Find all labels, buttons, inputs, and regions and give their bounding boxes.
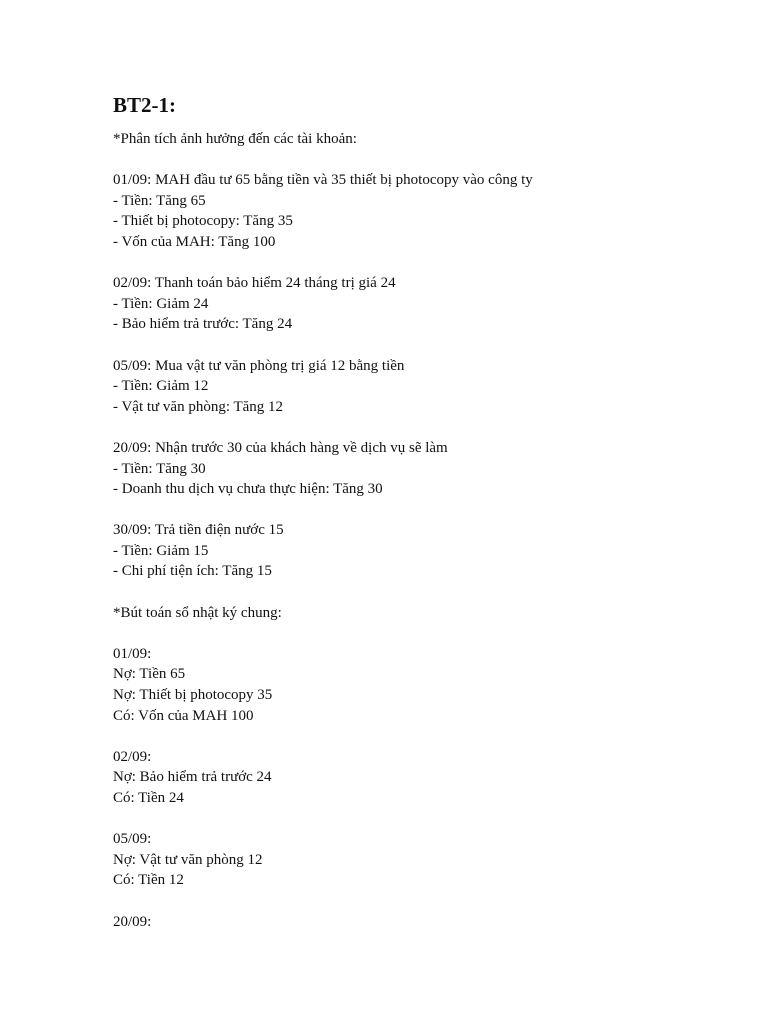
journal-entry: Nợ: Thiết bị photocopy 35 <box>113 687 273 704</box>
journal-date: 02/09: <box>113 748 152 765</box>
spacer <box>113 891 713 912</box>
journal-block <box>113 644 713 726</box>
journal-date: 20/09: <box>113 913 152 930</box>
transaction-header: 30/09: Trả tiền điện nước 15 <box>113 522 284 539</box>
account-effect: - Chi phí tiện ích: Tăng 15 <box>113 563 272 580</box>
analysis-heading: *Phân tích ảnh hưởng đến các tài khoản: <box>113 131 357 147</box>
transaction-header: 02/09: Thanh toán bảo hiểm 24 tháng trị giá 24 <box>113 275 396 292</box>
journal-entry: Nợ: Tiền 65 <box>113 666 186 683</box>
journal-heading: *Bút toán sổ nhật ký chung: <box>113 604 282 621</box>
account-effect: - Vốn của MAH: Tăng 100 <box>113 233 276 250</box>
journal-block <box>113 829 713 891</box>
journal-entry: Nợ: Vật tư văn phòng 12 <box>113 851 263 868</box>
spacer <box>113 335 713 356</box>
account-effect: - Bảo hiểm trả trước: Tăng 24 <box>113 316 293 333</box>
journal-block <box>113 912 713 933</box>
document-page <box>113 93 713 932</box>
analysis-block <box>113 356 713 418</box>
account-effect: - Vật tư văn phòng: Tăng 12 <box>113 398 284 415</box>
spacer <box>113 623 713 644</box>
analysis-block <box>113 170 713 252</box>
account-effect: - Tiền: Tăng 65 <box>113 192 206 209</box>
analysis-block <box>113 273 713 335</box>
journal-entry: Có: Tiền 24 <box>113 790 184 806</box>
journal-block <box>113 747 713 809</box>
account-effect: - Tiền: Giảm 15 <box>113 542 209 559</box>
spacer <box>113 417 713 438</box>
journal-date: 01/09: <box>113 645 152 662</box>
spacer <box>113 809 713 830</box>
account-effect: - Doanh thu dịch vụ chưa thực hiện: Tăng 30 <box>113 481 383 498</box>
analysis-block <box>113 520 713 582</box>
analysis-block <box>113 438 713 500</box>
transaction-header: 20/09: Nhận trước 30 của khách hàng về dịch vụ sẽ làm <box>113 439 448 456</box>
journal-entry: Có: Tiền 12 <box>113 872 184 889</box>
account-effect: - Tiền: Tăng 30 <box>113 460 206 477</box>
journal-date: 05/09: <box>113 831 152 848</box>
spacer <box>113 726 713 747</box>
spacer <box>113 500 713 521</box>
spacer <box>113 582 713 603</box>
account-effect: - Tiền: Giảm 12 <box>113 378 209 395</box>
journal-entry: Có: Vốn của MAH 100 <box>113 707 254 724</box>
journal-entry: Nợ: Bảo hiểm trả trước 24 <box>113 769 272 786</box>
account-effect: - Tiền: Giảm 24 <box>113 295 209 312</box>
transaction-header: 05/09: Mua vật tư văn phòng trị giá 12 bằng tiền <box>113 357 405 374</box>
document-title: BT2-1: <box>113 93 176 117</box>
spacer <box>113 253 713 274</box>
account-effect: - Thiết bị photocopy: Tăng 35 <box>113 213 293 230</box>
spacer <box>113 150 713 171</box>
transaction-header: 01/09: MAH đầu tư 65 bằng tiền và 35 thiết bị photocopy vào công ty <box>113 172 533 189</box>
